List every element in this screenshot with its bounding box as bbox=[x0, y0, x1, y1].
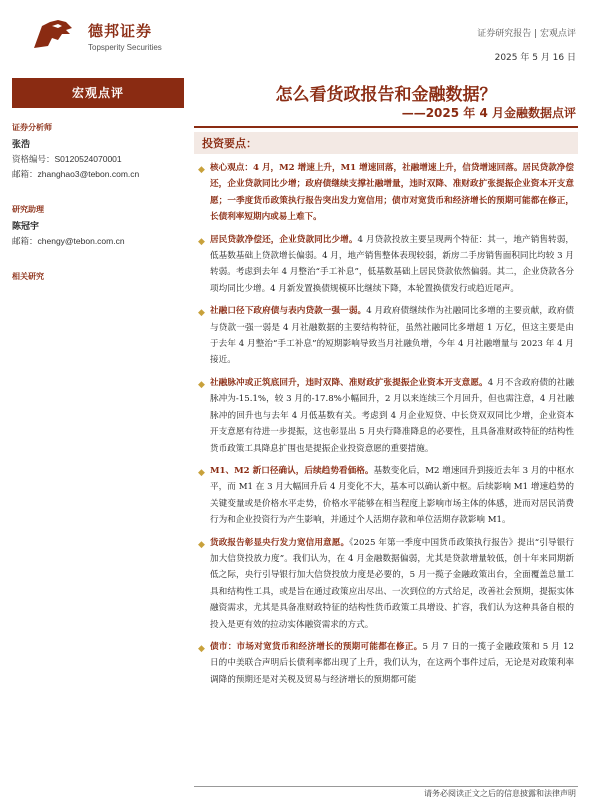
disclaimer-footer: 请务必阅读正文之后的信息披露和法律声明 bbox=[424, 789, 576, 798]
analyst-heading: 证券分析师 bbox=[12, 123, 52, 132]
key-point-lead: M1、M2 新口径确认，后续趋势看価格。 bbox=[210, 465, 374, 476]
topsperity-logo-icon bbox=[28, 16, 80, 54]
key-point-text: 4 月贷款投放主要呈现两个特征：其一，地产销售转弱，低基数基础上贷款增长偏弱。4 月，地产销售整体表现较弱，新房二手房销售面积同比均较 3 月转弱。考虑到去年 4 月整治“手工补息”，低基数基础上居民贷款依然偏弱。其二，企业贷款各分项均同比少增。4 月新发置换债规模环比继续下降，本轮置换债发行或趋近尾声。 bbox=[210, 234, 574, 294]
title-divider bbox=[194, 126, 578, 128]
brand-name: 德邦证券 bbox=[88, 22, 153, 40]
diamond-bullet-icon: ◆ bbox=[198, 539, 205, 550]
assistant-name: 陈冠宇 bbox=[12, 222, 40, 232]
email-label: 邮箱： bbox=[12, 237, 38, 247]
diamond-bullet-icon: ◆ bbox=[198, 165, 205, 175]
key-point-paragraph bbox=[196, 232, 574, 298]
email-link[interactable]: chengy@tebon.com.cn bbox=[37, 236, 125, 246]
diamond-bullet-icon: ◆ bbox=[198, 467, 205, 478]
analyst-name: 张浩 bbox=[12, 140, 31, 150]
key-point-lead: 核心观点：4 月，M2 增速上升，M1 增速回落，社融增速上升，信贷增速回落。居民贷款净偿还，企业贷款同比少增；政府债继续支撑社融增量，违时双降、准财政扩张提振企业资本开支意愿；一季度货币政策执行报告突出发力宽信用；债市对宽货币和经济增长的预期可能都在修正，长债利率短期内或易上难下。 bbox=[210, 163, 574, 223]
sidebar bbox=[12, 78, 184, 282]
report-kind: 证券研究报告 | 宏观点评 bbox=[477, 29, 576, 39]
email-label: 邮箱： bbox=[12, 170, 38, 180]
report-title: 怎么看货政报告和金融数据？ bbox=[275, 85, 497, 105]
key-points-label: 投资要点： bbox=[202, 137, 257, 150]
key-points-header bbox=[194, 132, 578, 154]
key-point-paragraph bbox=[196, 463, 574, 529]
diamond-bullet-icon: ◆ bbox=[198, 236, 205, 247]
email-link[interactable]: zhanghao3@tebon.com.cn bbox=[37, 169, 140, 179]
key-point-lead: 债市：市场对宽货币和经济增长的预期可能都在修正。 bbox=[210, 641, 423, 652]
cert-label: 资格编号： bbox=[12, 155, 55, 165]
diamond-bullet-icon: ◆ bbox=[198, 308, 205, 319]
key-point-lead: 社融口径下政府债与表内贷款一强一弱。 bbox=[210, 306, 367, 317]
key-point-text: 4 月不含政府债的社融脉冲为-15.1%，较 3 月的-17.8%小幅回升，2 月以来连续三个月回升，但也需注意，4 月社融脉冲的回升也与去年 4 月低基数有关。考虑到 4 月企业短贷、中长贷双双同比少增，企业资本开支意愿有待进一步提振，这也彰显出 5 月央行降准降息的必要性，且具备准财政特征的结构性货币政策工具降息扩围也是提振企业投资意愿的重要措施。 bbox=[210, 377, 574, 454]
diamond-bullet-icon: ◆ bbox=[198, 643, 205, 654]
brand-name-en: Topsperity Securities bbox=[88, 43, 162, 52]
report-date: 2025 年 5 月 16 日 bbox=[494, 53, 576, 63]
key-point-lead: 居民贷款净偿还，企业贷款同比少增。 bbox=[210, 234, 358, 245]
key-point-paragraph bbox=[196, 303, 574, 369]
related-research-heading: 相关研究 bbox=[12, 272, 44, 281]
assistant-heading: 研究助理 bbox=[12, 205, 44, 214]
key-point-lead: 货政报告彰显央行发力宽信用意愿。 bbox=[210, 537, 350, 548]
report-type-banner: 宏观点评 bbox=[12, 78, 184, 108]
analyst-email bbox=[12, 168, 184, 180]
footer-divider bbox=[194, 786, 578, 787]
key-point-paragraph bbox=[196, 160, 574, 226]
report-header bbox=[0, 0, 600, 72]
brand bbox=[88, 20, 162, 52]
assistant-email bbox=[12, 235, 184, 247]
diamond-bullet-icon: ◆ bbox=[198, 379, 205, 390]
key-point-paragraph bbox=[196, 639, 574, 688]
key-point-paragraph bbox=[196, 375, 574, 457]
cert-number: S0120524070001 bbox=[54, 154, 122, 164]
key-point-paragraph bbox=[196, 535, 574, 633]
analyst-cert bbox=[12, 153, 184, 165]
key-point-text: 《2025 年第一季度中国货币政策执行报告》提出“引导银行加大信贷投放力度”。我们认为，在 4 月金融数据偏弱，尤其是贷款增量较低，创十年来同期新低之际，央行引导银行加大信贷投放力度是必要的，5 月一揽子金融政策出台，全面覆盖总量工具和结构性工具，或是旨在通过政策应出尽出、一次到位的方式给足，改善社会预期，提振实体融资需求，尤其是具备准财政特征的结构性货币政策工具增设、扩容，我们认为这种具备自根的投入是更有效的拉动实体融资需求的方式。 bbox=[210, 537, 574, 630]
key-point-lead: 社融脉冲或正筑底回升，违时双降、准财政扩张提振企业资本开支意愿。 bbox=[210, 377, 488, 388]
key-point-text: 基数变化后，M2 增速回升到接近去年 3 月的中枢水平，而 M1 在 3 月大幅回升后 4 月变化不大，基本可以确认新中枢。后续影响 M1 增速趋势的关键变量或是价格水平走势，价格水平能够在相当程度上影响市场主体的体感，进而对居民消费行为和企业投资行为产生影响，并通过个人活期存款和单位活期存款影响 M1。 bbox=[210, 465, 574, 526]
key-point-text: 4 月政府债继续作为社融同比多增的主要贡献，政府债与贷款一强一弱是 4 月社融数据的主要结构特征，虽然社融同比多增超 1 万亿，但这主要是由于去年 4 月整治“手工补息”的短期影响导致当月社融负增，今年 4 月社融增量与 2023 年 4 月接近。 bbox=[210, 306, 574, 366]
report-subtitle: ——2025 年 4 月金融数据点评 bbox=[401, 106, 576, 120]
key-point-text: 5 月 7 日的一揽子金融政策和 5 月 12 日的中美联合声明后长债利率都出现了上升，我们认为，在这两个事件过后，无论是对政策利率调降的预期还是对关税及贸易与经济增长的预期都可能 bbox=[210, 641, 574, 685]
key-points-body bbox=[196, 160, 574, 785]
